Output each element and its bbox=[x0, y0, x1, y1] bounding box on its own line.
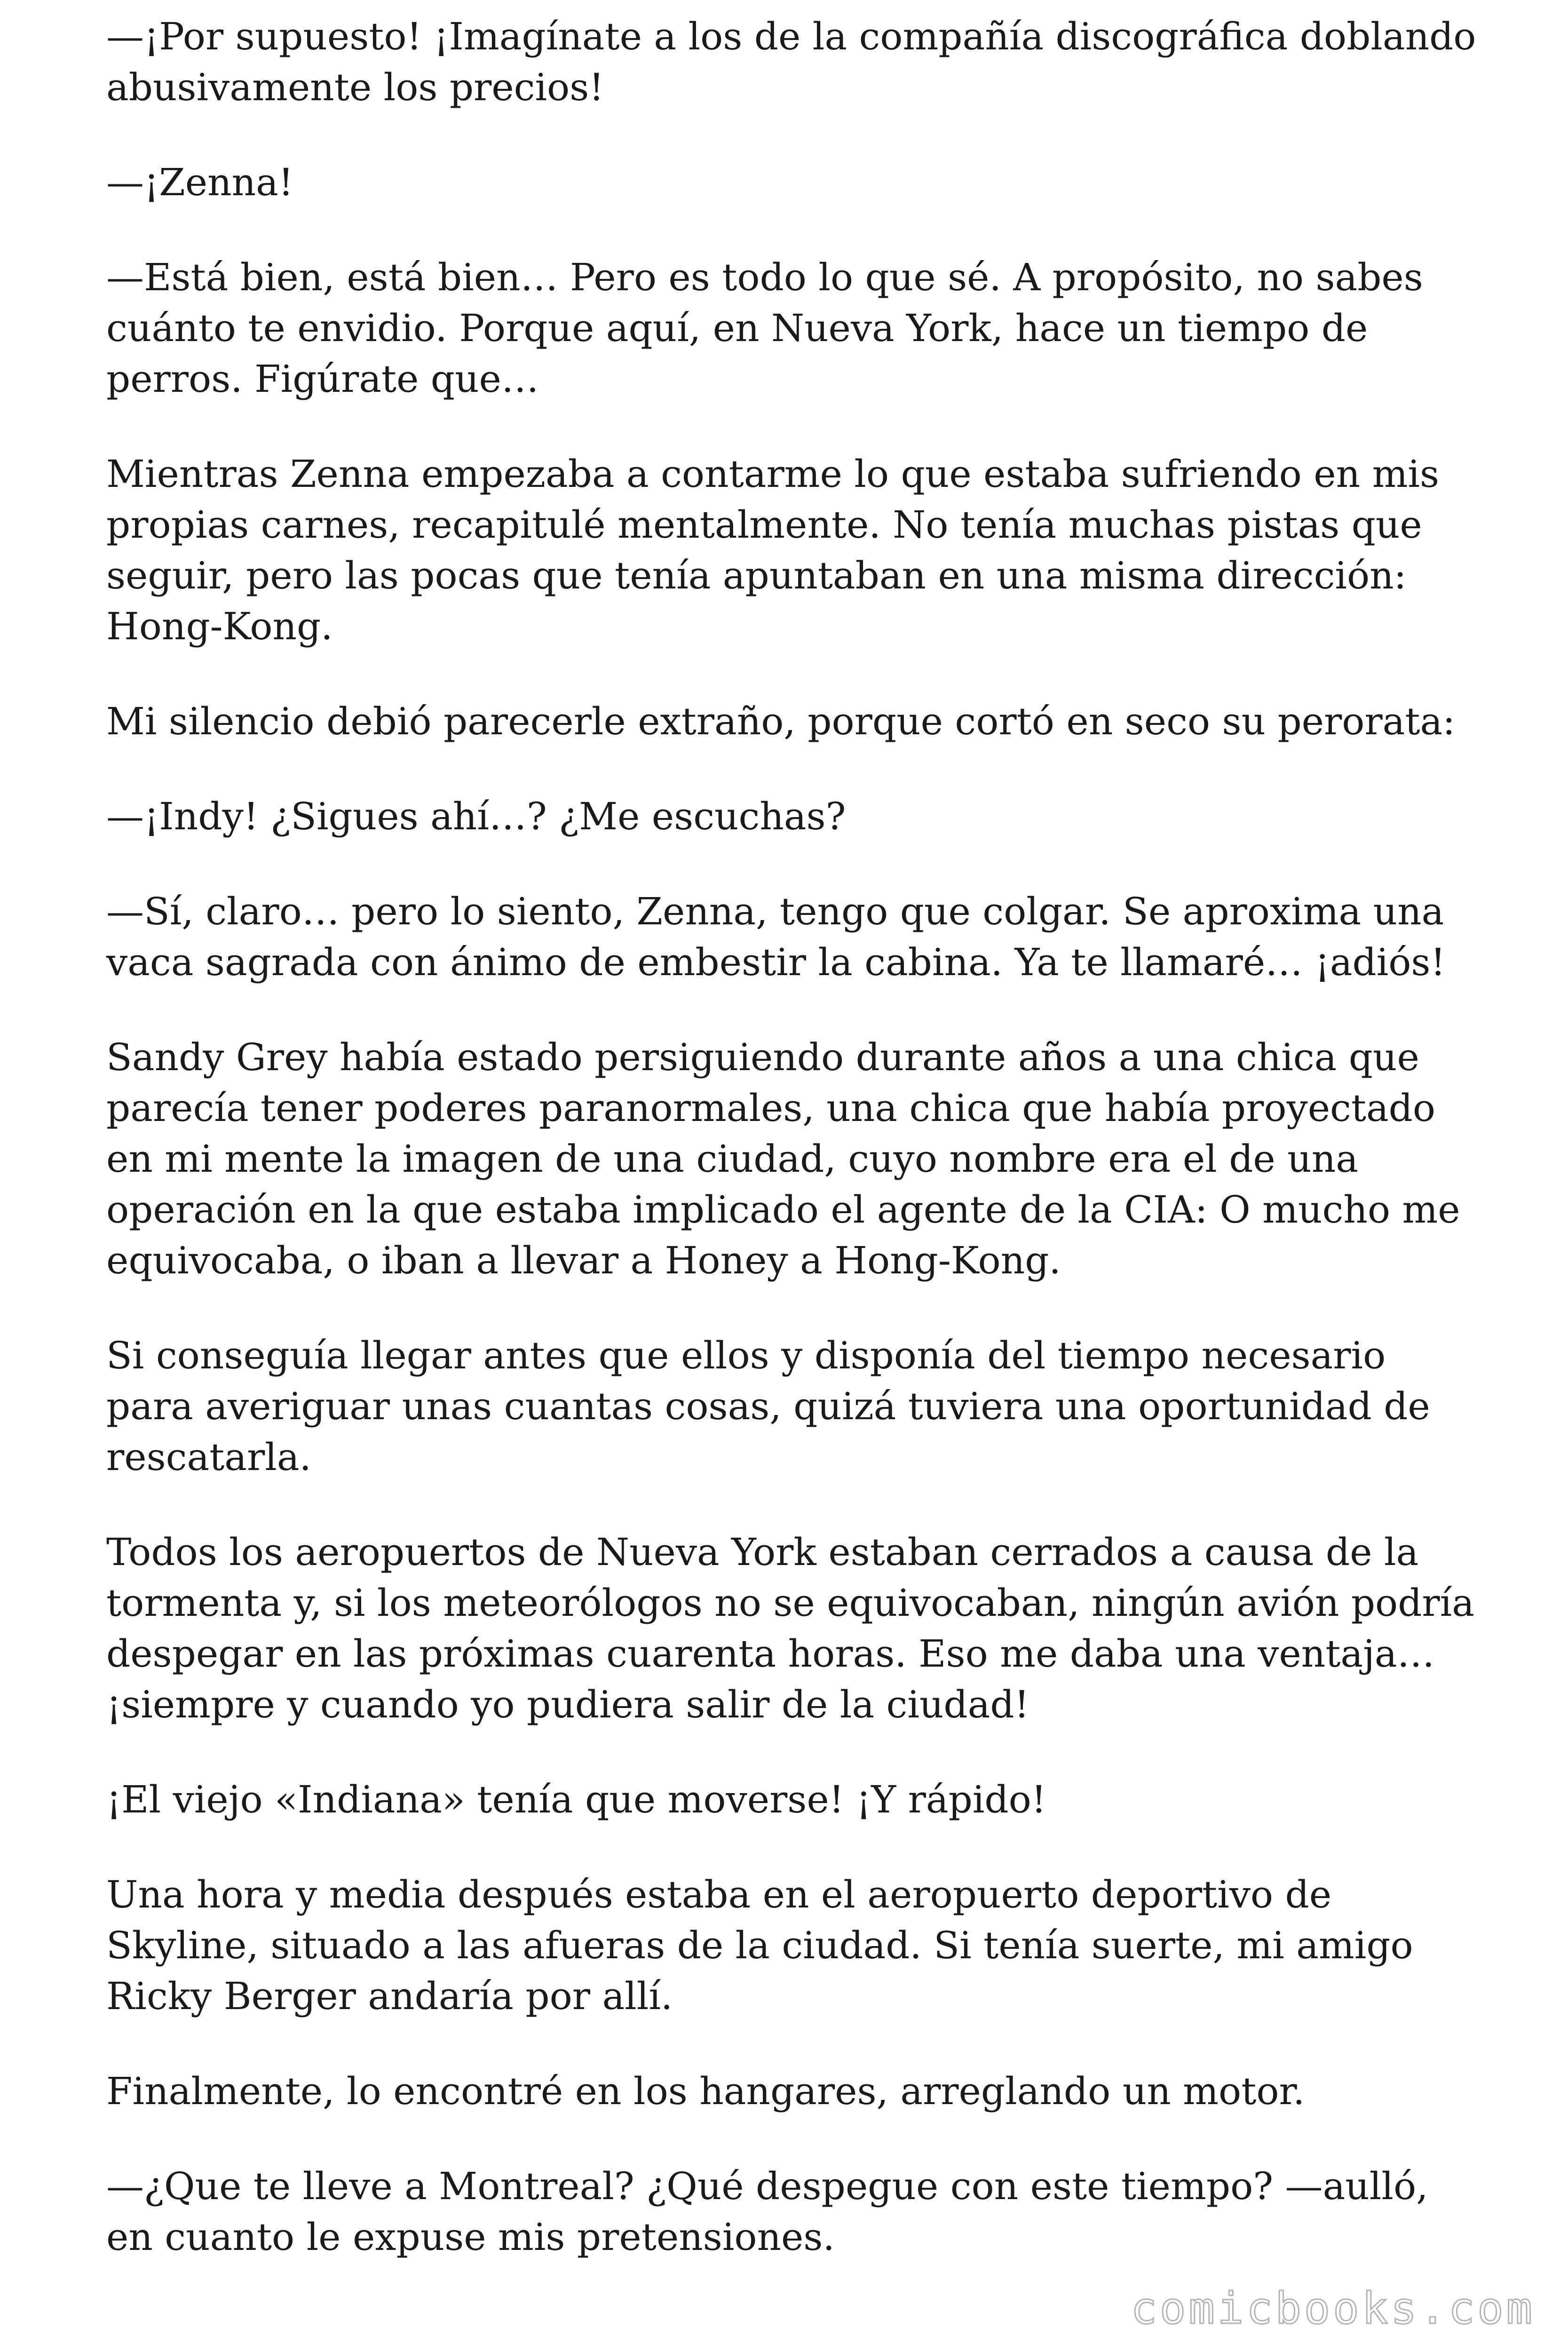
paragraph: —¡Por supuesto! ¡Imagínate a los de la compañía discográfica doblando abusivamente los precios! bbox=[106, 15, 1476, 109]
body-text bbox=[106, 11, 1480, 2263]
paragraph: —Sí, claro… pero lo siento, Zenna, tengo que colgar. Se aproxima una vaca sagrada con ánimo de embestir la cabina. Ya te llamaré… ¡adiós! bbox=[106, 890, 1446, 984]
paragraph: Todos los aeropuertos de Nueva York estaban cerrados a causa de la tormenta y, si los meteorólogos no se equivocaban, ningún avión podría despegar en las próximas cuarenta horas. Eso me daba una ventaja… ¡siempre y cuando yo pudiera salir de la ciudad! bbox=[106, 1530, 1474, 1726]
paragraph: Mientras Zenna empezaba a contarme lo que estaba sufriendo en mis propias carnes, recapitulé mentalmente. No tenía muchas pistas que seguir, pero las pocas que tenía apuntaban en una misma dirección: Hong-Kong. bbox=[106, 452, 1440, 648]
paragraph: —¡Indy! ¿Sigues ahí…? ¿Me escuchas? bbox=[106, 795, 846, 838]
paragraph: —Está bien, está bien… Pero es todo lo que sé. A propósito, no sabes cuánto te envidio. Porque aquí, en Nueva York, hace un tiempo de perros. Figúrate que… bbox=[106, 255, 1423, 401]
paragraph: —¿Que te lleve a Montreal? ¿Qué despegue con este tiempo? —aulló, en cuanto le expuse mis pretensiones. bbox=[106, 2164, 1428, 2259]
paragraph: Una hora y media después estaba en el aeropuerto deportivo de Skyline, situado a las afueras de la ciudad. Si tenía suerte, mi amigo Ricky Berger andaría por allí. bbox=[106, 1873, 1413, 2018]
paragraph: —¡Zenna! bbox=[106, 160, 293, 204]
paragraph: Sandy Grey había estado persiguiendo durante años a una chica que parecía tener poderes paranormales, una chica que había proyectado en mi mente la imagen de una ciudad, cuyo nombre era el de una operación en la que estaba implicado el agente de la CIA: O mucho me equivocaba, o iban a llevar a Honey a Hong-Kong. bbox=[106, 1035, 1460, 1282]
paragraph: ¡El viejo «Indiana» tenía que moverse! ¡Y rápido! bbox=[106, 1778, 1046, 1821]
paragraph: Finalmente, lo encontré en los hangares, arreglando un motor. bbox=[106, 2069, 1305, 2113]
watermark: comicbooks.com bbox=[1131, 2283, 1535, 2334]
paragraph: Mi silencio debió parecerle extraño, porque cortó en seco su perorata: bbox=[106, 699, 1456, 743]
paragraph: Si conseguía llegar antes que ellos y disponía del tiempo necesario para averiguar unas cuantas cosas, quizá tuviera una oportunidad de rescatarla. bbox=[106, 1334, 1430, 1479]
